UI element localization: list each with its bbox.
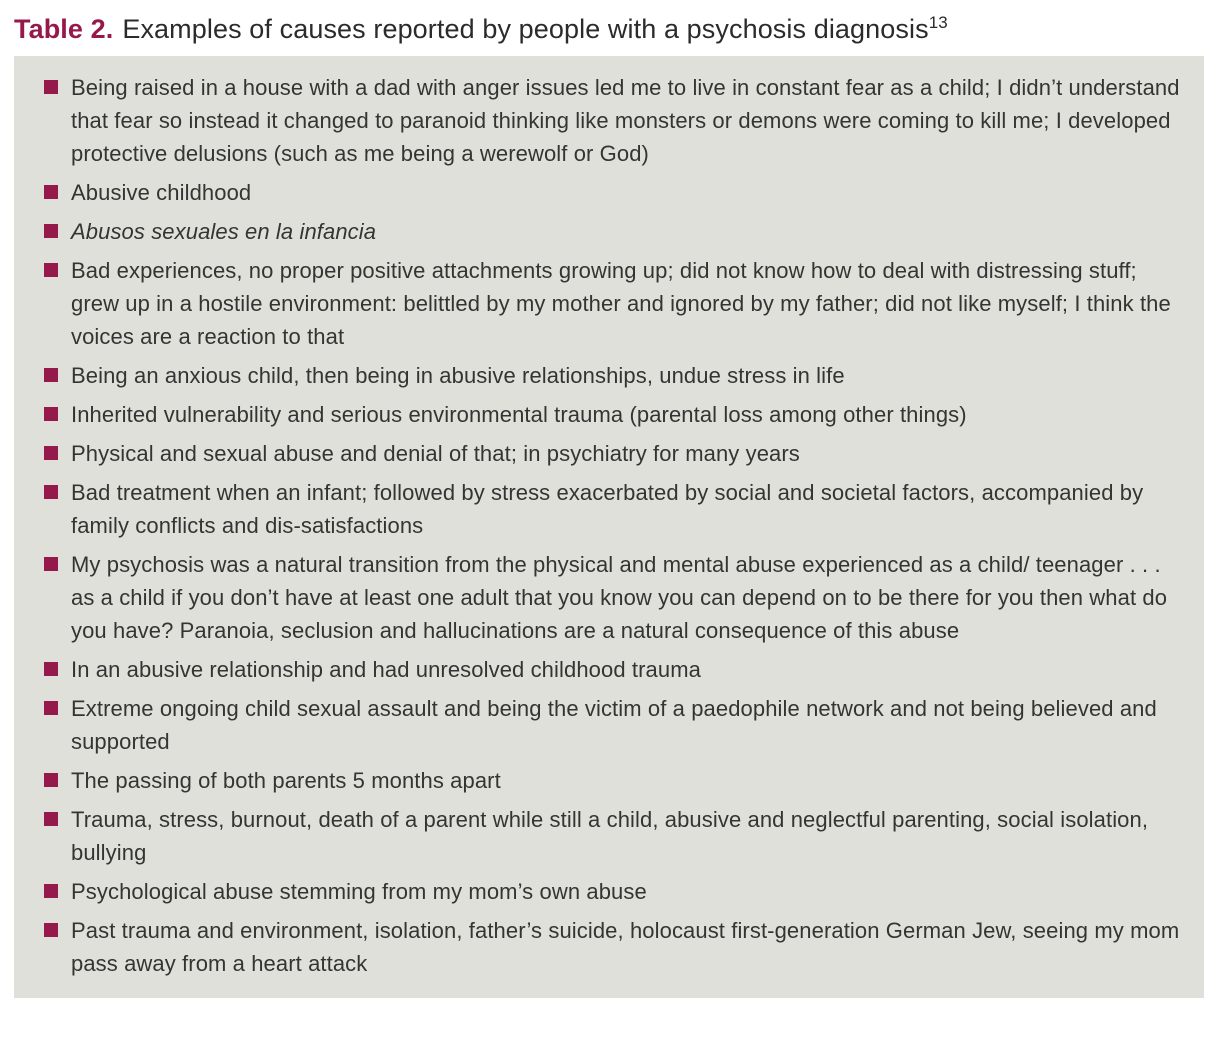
list-item-text: In an abusive relationship and had unresolved childhood trauma <box>71 657 701 682</box>
bullet-square-icon <box>44 263 58 277</box>
bullet-square-icon <box>44 701 58 715</box>
table-title-text: Examples of causes reported by people with a psychosis diagnosis <box>122 14 929 44</box>
list-item <box>14 653 1180 686</box>
list-item-text: Past trauma and environment, isolation, father’s suicide, holocaust first-generation German Jew, seeing my mom pass away from a heart attack <box>71 918 1180 976</box>
list-item-text: Abusive childhood <box>71 180 252 205</box>
list-item <box>14 176 1180 209</box>
list-item-text: Extreme ongoing child sexual assault and being the victim of a paedophile network and not being believed and supported <box>71 696 1157 754</box>
list-item-text: Being raised in a house with a dad with anger issues led me to live in constant fear as a child; I didn’t understand that fear so instead it changed to paranoid thinking like monsters or demons were coming to kill me; I developed protective delusions (such as me being a werewolf or God) <box>71 75 1180 166</box>
bullet-square-icon <box>44 557 58 571</box>
list-item-text: Psychological abuse stemming from my mom’s own abuse <box>71 879 647 904</box>
list-item <box>14 914 1180 980</box>
bullet-square-icon <box>44 485 58 499</box>
list-item <box>14 437 1180 470</box>
bullet-square-icon <box>44 224 58 238</box>
list-item-text: My psychosis was a natural transition from the physical and mental abuse experienced as a child/ teenager . . . as a child if you don’t have at least one adult that you know you can depend on to be there for you then what do you have? Paranoia, seclusion and hallucinations are a natural consequence of this abuse <box>71 552 1168 643</box>
list-item <box>14 215 1180 248</box>
list-item <box>14 254 1180 353</box>
bullet-square-icon <box>44 80 58 94</box>
list-item <box>14 764 1180 797</box>
bullet-square-icon <box>44 884 58 898</box>
list-item <box>14 692 1180 758</box>
table-title-label: Table 2. <box>14 14 114 44</box>
list-item <box>14 359 1180 392</box>
bullet-square-icon <box>44 662 58 676</box>
bullet-square-icon <box>44 446 58 460</box>
table-title <box>0 10 1218 56</box>
list-item <box>14 71 1180 170</box>
bullet-square-icon <box>44 773 58 787</box>
list-item-text: Bad treatment when an infant; followed by stress exacerbated by social and societal factors, accompanied by family conflicts and dis-satisfactions <box>71 480 1144 538</box>
bullet-square-icon <box>44 923 58 937</box>
table-title-reference: 13 <box>928 13 948 32</box>
list-item-text: Inherited vulnerability and serious environmental trauma (parental loss among other things) <box>71 402 967 427</box>
bullet-square-icon <box>44 368 58 382</box>
list-item-text: Trauma, stress, burnout, death of a parent while still a child, abusive and neglectful parenting, social isolation, bullying <box>71 807 1149 865</box>
list-item-text: Bad experiences, no proper positive attachments growing up; did not know how to deal with distressing stuff; grew up in a hostile environment: belittled by my mother and ignored by my father; did not like myself; I think the voices are a reaction to that <box>71 258 1171 349</box>
list-item-text: Being an anxious child, then being in abusive relationships, undue stress in life <box>71 363 845 388</box>
bullet-square-icon <box>44 812 58 826</box>
list-item <box>14 476 1180 542</box>
list-item-text: Physical and sexual abuse and denial of that; in psychiatry for many years <box>71 441 800 466</box>
list-item-text: The passing of both parents 5 months apart <box>71 768 501 793</box>
list-item <box>14 398 1180 431</box>
table-panel <box>14 56 1204 998</box>
cause-list <box>14 71 1180 980</box>
list-item <box>14 803 1180 869</box>
bullet-square-icon <box>44 407 58 421</box>
list-item-text: Abusos sexuales en la infancia <box>71 219 377 244</box>
list-item <box>14 548 1180 647</box>
list-item <box>14 875 1180 908</box>
bullet-square-icon <box>44 185 58 199</box>
